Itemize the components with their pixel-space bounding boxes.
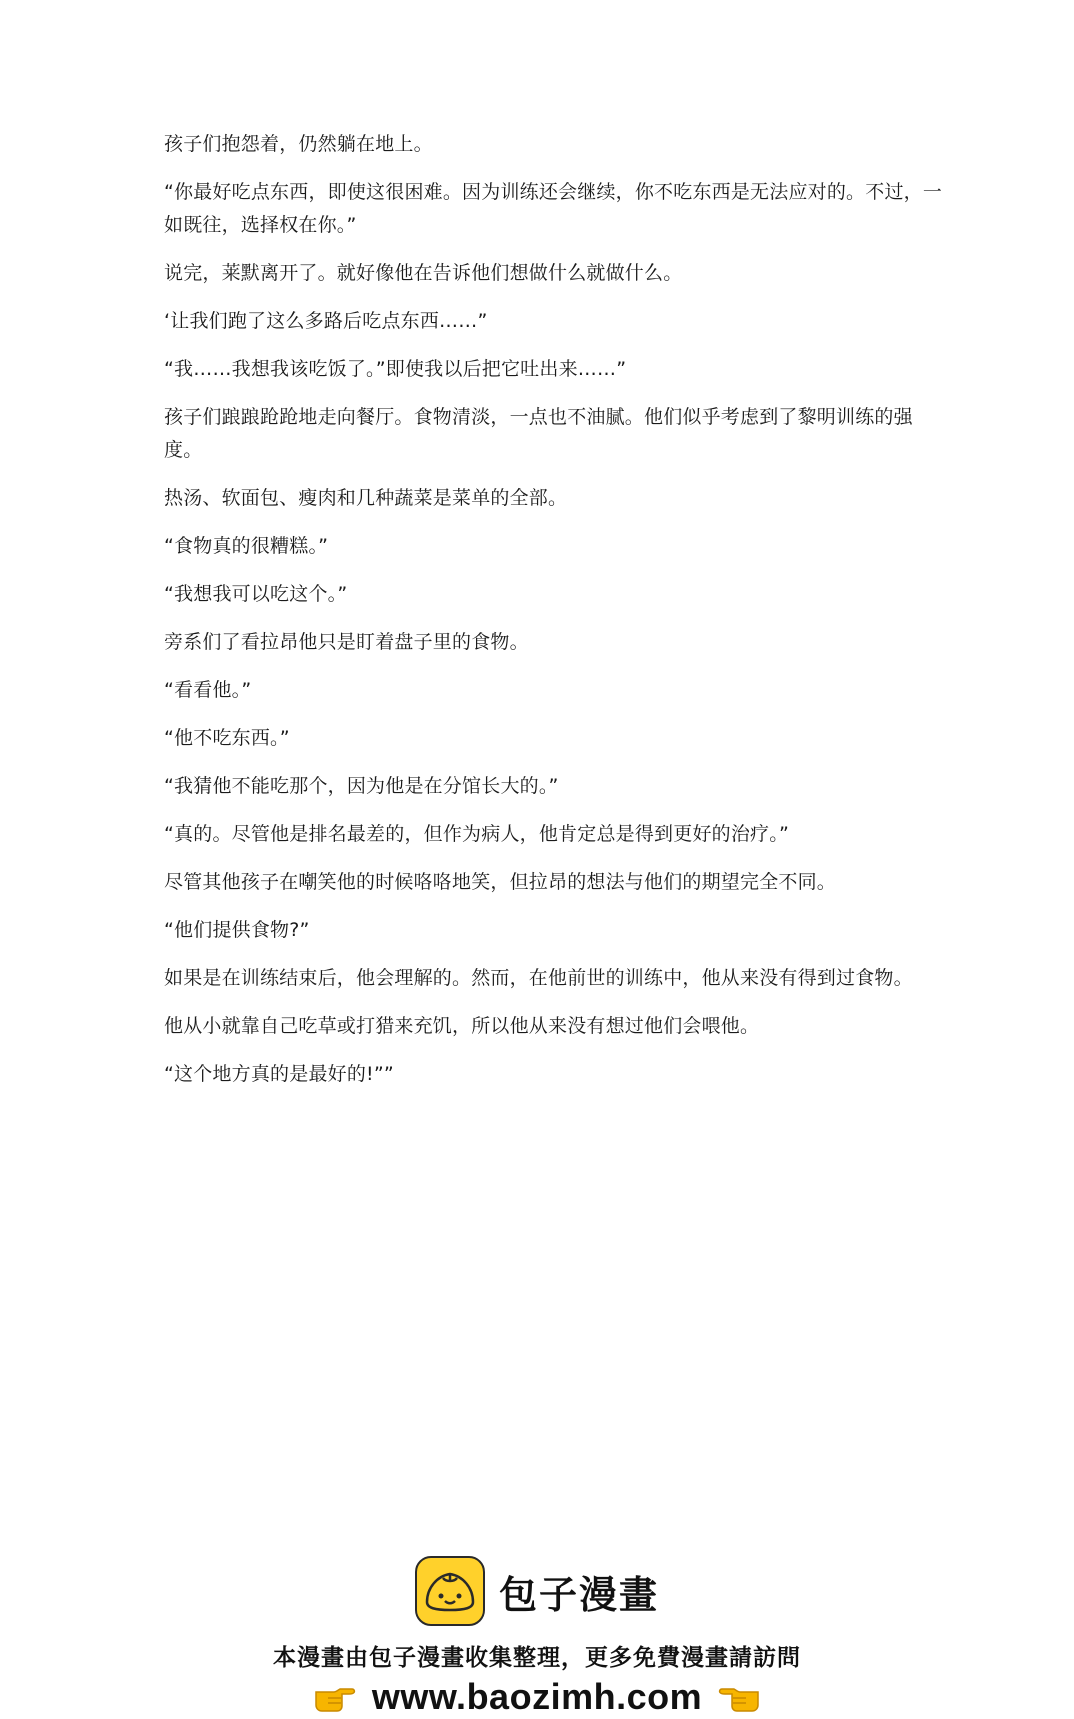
paragraph: 他从小就靠自己吃草或打猎来充饥，所以他从来没有想过他们会喂他。 xyxy=(164,1015,760,1037)
pointing-left-hand-icon xyxy=(718,1680,762,1714)
tagline: 本漫畫由包子漫畫收集整理，更多免費漫畫請訪問 xyxy=(273,1645,801,1671)
brand-logo[interactable] xyxy=(0,1555,1074,1627)
paragraph: “真的。尽管他是排名最差的，但作为病人，他肯定总是得到更好的治疗。” xyxy=(164,823,789,845)
paragraph: “他不吃东西。” xyxy=(164,727,290,749)
paragraph: 如果是在训练结束后，他会理解的。然而，在他前世的训练中，他从来没有得到过食物。 xyxy=(164,967,913,989)
paragraph: 说完，莱默离开了。就好像他在告诉他们想做什么就做什么。 xyxy=(164,262,683,284)
paragraph: 孩子们踉踉跄跄地走向餐厅。食物清淡，一点也不油腻。他们似乎考虑到了黎明训练的强度。 xyxy=(164,406,913,461)
url-row xyxy=(0,1675,1074,1719)
paragraph: “这个地方真的是最好的!”” xyxy=(164,1063,394,1085)
watermark-footer xyxy=(0,1555,1074,1719)
paragraph: “他们提供食物?” xyxy=(164,919,310,941)
paragraph: “你最好吃点东西，即使这很困难。因为训练还会继续，你不吃东西是无法应对的。不过，一如既往，选择权在你。” xyxy=(164,181,943,236)
paragraph: 热汤、软面包、瘦肉和几种蔬菜是菜单的全部。 xyxy=(164,487,568,509)
baozi-bun-icon xyxy=(415,1556,485,1626)
paragraph: “食物真的很糟糕。” xyxy=(164,535,329,557)
paragraph: “我……我想我该吃饭了。”即使我以后把它吐出来……” xyxy=(164,358,627,380)
paragraph: “我猜他不能吃那个，因为他是在分馆长大的。” xyxy=(164,775,559,797)
pointing-right-hand-icon xyxy=(312,1680,356,1714)
article-body xyxy=(164,128,944,1106)
paragraph: 孩子们抱怨着，仍然躺在地上。 xyxy=(164,133,433,155)
paragraph: 尽管其他孩子在嘲笑他的时候咯咯地笑，但拉昂的想法与他们的期望完全不同。 xyxy=(164,871,837,893)
site-url-link[interactable]: www.baozimh.com xyxy=(371,1676,703,1717)
paragraph: “看看他。” xyxy=(164,679,252,701)
paragraph: 旁系们了看拉昂他只是盯着盘子里的食物。 xyxy=(164,631,529,653)
paragraph: ‘让我们跑了这么多路后吃点东西……” xyxy=(164,310,488,332)
paragraph: “我想我可以吃这个。” xyxy=(164,583,348,605)
brand-name: 包子漫畫 xyxy=(498,1572,659,1617)
